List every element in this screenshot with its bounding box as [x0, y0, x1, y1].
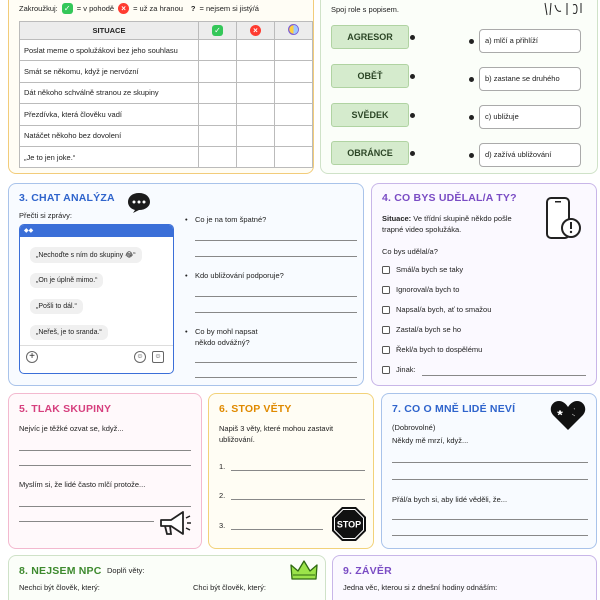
- legend-prefix: Zakroužkuj:: [19, 4, 58, 13]
- section-title: 7. CO O MNĚ LIDÉ NEVÍ: [392, 403, 516, 415]
- panel-zaver: [332, 555, 597, 600]
- cell-ok[interactable]: [199, 82, 237, 103]
- connector-dot[interactable]: [469, 39, 474, 44]
- question-bullet: •: [185, 215, 188, 224]
- chat-divider: [20, 345, 174, 346]
- cell-ok[interactable]: [199, 125, 237, 146]
- question-bullet: •: [185, 271, 188, 280]
- desc-d[interactable]: d) zažívá ubližování: [479, 143, 581, 167]
- row-label: Dát někoho schválně stranou ze skupiny: [20, 82, 199, 103]
- connector-dot[interactable]: [469, 77, 474, 82]
- phone-alert-icon: [544, 196, 584, 246]
- chat-message: „Neřeš, je to sranda.“: [30, 325, 108, 340]
- connector-dot[interactable]: [410, 74, 415, 79]
- cell-ok[interactable]: [199, 61, 237, 82]
- stop-sign-label: STOP: [336, 519, 362, 530]
- option-checkbox[interactable]: [382, 345, 482, 354]
- question-bullet: •: [185, 327, 188, 336]
- situace-table: [19, 21, 313, 168]
- option-label: Napsal/a bych, ať to smažou: [396, 305, 492, 314]
- table-row: [20, 82, 313, 103]
- cell-ok[interactable]: [199, 146, 237, 167]
- option-label: Zastal/a bych se ho: [396, 325, 462, 334]
- crown-icon: [289, 559, 319, 583]
- cell-bad[interactable]: [237, 40, 275, 61]
- chat-instruction: Přečti si zprávy:: [19, 211, 72, 220]
- heart-icon: [550, 398, 586, 432]
- situation: [382, 213, 532, 235]
- question-1: Co je na tom špatné?: [195, 215, 267, 224]
- panel-roles: [320, 0, 598, 174]
- question-2: Kdo ubližování podporuje?: [195, 271, 284, 280]
- answer-line[interactable]: [392, 519, 588, 520]
- red-x-icon: ×: [118, 3, 129, 14]
- role-svedek[interactable]: SVĚDEK: [331, 103, 409, 127]
- section-title: 4. CO BYS UDĚLAL/A TY?: [382, 192, 517, 204]
- answer-line[interactable]: [19, 465, 191, 466]
- window-dots-icon: ◆◆: [24, 228, 34, 234]
- instruction: Doplň věty:: [107, 566, 145, 575]
- cell-unsure[interactable]: [275, 40, 313, 61]
- cell-bad[interactable]: [237, 146, 275, 167]
- cell-unsure[interactable]: [275, 125, 313, 146]
- option-checkbox[interactable]: [382, 365, 416, 374]
- answer-line[interactable]: [231, 529, 323, 530]
- note: (Dobrovolné): [392, 423, 436, 432]
- emoji-icon[interactable]: ☺: [134, 351, 146, 363]
- answer-line[interactable]: [231, 499, 365, 500]
- question-2: Přál/a bych si, aby lidé věděli, že...: [392, 495, 508, 504]
- desc-c[interactable]: c) ubližuje: [479, 105, 581, 129]
- option-checkbox[interactable]: [382, 305, 491, 314]
- chat-message: „Pošli to dál.“: [30, 299, 83, 314]
- answer-line[interactable]: [392, 535, 588, 536]
- question-2: Myslím si, že lidé často mlčí protože...: [19, 480, 146, 489]
- col-ok: [199, 22, 237, 40]
- panel-tlak-skupiny: [8, 393, 202, 549]
- answer-line[interactable]: [195, 312, 357, 313]
- table-row: [20, 125, 313, 146]
- row-label: Smát se někomu, když je nervózní: [20, 61, 199, 82]
- question-3a: Co by mohl napsat: [195, 327, 258, 336]
- checkbox[interactable]: [382, 326, 390, 334]
- question-1: Jedna věc, kterou si z dnešní hodiny odnáším:: [343, 583, 498, 592]
- answer-line[interactable]: [19, 450, 191, 451]
- legend: [19, 3, 259, 14]
- cell-bad[interactable]: [237, 82, 275, 103]
- cell-unsure[interactable]: [275, 104, 313, 125]
- question-1: Nejvíc je těžké ozvat se, když...: [19, 424, 124, 433]
- role-agresor[interactable]: AGRESOR: [331, 25, 409, 49]
- question-1: Nechci být člověk, který:: [19, 583, 100, 592]
- col-bad: [237, 22, 275, 40]
- table-header: [20, 22, 313, 40]
- option-label: Jinak:: [396, 365, 416, 374]
- section-title: 8. NEJSEM NPC: [19, 565, 102, 577]
- section-title: 3. CHAT ANALÝZA: [19, 192, 115, 204]
- option-label: Smál/a bych se taky: [396, 265, 464, 274]
- answer-line[interactable]: [195, 240, 357, 241]
- cell-ok[interactable]: [199, 104, 237, 125]
- row-label: Poslat meme o spolužákovi bez jeho souhlasu: [20, 40, 199, 61]
- sentence-number: 3.: [219, 521, 226, 530]
- add-icon[interactable]: +: [26, 351, 38, 363]
- legend-ok: = v pohodě: [76, 4, 115, 13]
- question-mark: ?: [190, 4, 196, 13]
- role-obet[interactable]: OBĚŤ: [331, 64, 409, 88]
- connector-dot[interactable]: [469, 115, 474, 120]
- cell-ok[interactable]: [199, 40, 237, 61]
- checkbox[interactable]: [382, 366, 390, 374]
- chat-message: „On je úplně mimo.“: [30, 273, 103, 288]
- panel-stop-vety: [208, 393, 374, 549]
- answer-line[interactable]: [195, 362, 357, 363]
- sticker-icon[interactable]: ☺: [152, 351, 164, 363]
- cell-unsure[interactable]: [275, 82, 313, 103]
- situation-label: Situace:: [382, 214, 412, 223]
- answer-line[interactable]: [195, 296, 357, 297]
- role-obrance[interactable]: OBRÁNCE: [331, 141, 409, 165]
- red-x-icon: ×: [250, 25, 261, 36]
- cell-unsure[interactable]: [275, 146, 313, 167]
- cell-unsure[interactable]: [275, 61, 313, 82]
- option-checkbox[interactable]: [382, 325, 461, 334]
- row-label: Přezdívka, která člověku vadí: [20, 104, 199, 125]
- section-title: 6. STOP VĚTY: [219, 403, 292, 415]
- panel-co-bys-udelal: [371, 183, 597, 386]
- chat-bubble-icon: [127, 192, 151, 214]
- checkbox[interactable]: [382, 306, 390, 314]
- instruction: Napiš 3 věty, které mohou zastavit ubližování.: [219, 424, 334, 444]
- chat-message: „Nechoďte s ním do skupiny 😂“: [30, 247, 142, 263]
- desc-b[interactable]: b) zastane se druhého: [479, 67, 581, 91]
- checkbox[interactable]: [382, 346, 390, 354]
- answer-line[interactable]: [195, 256, 357, 257]
- panel-nejsem-npc: [8, 555, 326, 600]
- legend-unsure: = nejsem si jistý/á: [199, 4, 259, 13]
- answer-line[interactable]: [231, 470, 365, 471]
- table-row: [20, 61, 313, 82]
- emoji-unsure-icon: [288, 24, 299, 35]
- sentence-number: 1.: [219, 462, 226, 471]
- green-check-icon: ✓: [62, 3, 73, 14]
- question-1: Někdy mě mrzí, když...: [392, 436, 469, 445]
- option-label: Řekl/a bych to dospělému: [396, 345, 483, 354]
- row-label: „Je to jen joke.“: [20, 146, 199, 167]
- cell-bad[interactable]: [237, 125, 275, 146]
- people-doodle-icon: [541, 1, 585, 17]
- table-row: [20, 40, 313, 61]
- megaphone-icon: [157, 508, 193, 540]
- stop-sign-icon: [331, 506, 367, 542]
- connector-dot[interactable]: [410, 113, 415, 118]
- answer-line[interactable]: [422, 375, 586, 376]
- option-checkbox[interactable]: [382, 285, 459, 294]
- chat-window: [19, 224, 174, 374]
- connector-dot[interactable]: [469, 153, 474, 158]
- answer-line[interactable]: [19, 521, 154, 522]
- answer-line[interactable]: [195, 377, 357, 378]
- roles-instruction: Spoj role s popisem.: [331, 5, 399, 14]
- cell-bad[interactable]: [237, 104, 275, 125]
- table-row: [20, 104, 313, 125]
- option-checkbox[interactable]: [382, 265, 463, 274]
- row-label: Natáčet někoho bez dovolení: [20, 125, 199, 146]
- panel-co-o-mne: [381, 393, 597, 549]
- legend-bad: = už za hranou: [133, 4, 183, 13]
- question-3b: někdo odvážný?: [195, 338, 250, 347]
- question-2: Chci být člověk, který:: [193, 583, 266, 592]
- cell-bad[interactable]: [237, 61, 275, 82]
- option-label: Ignoroval/a bych to: [396, 285, 460, 294]
- panel-chat: [8, 183, 364, 386]
- green-check-icon: ✓: [212, 25, 223, 36]
- chat-header: [20, 225, 173, 237]
- section-title: 9. ZÁVĚR: [343, 565, 392, 577]
- sentence-number: 2.: [219, 491, 226, 500]
- answer-line[interactable]: [392, 479, 588, 480]
- table-row: [20, 146, 313, 167]
- checkbox[interactable]: [382, 286, 390, 294]
- connector-dot[interactable]: [410, 151, 415, 156]
- desc-a[interactable]: a) mlčí a přihlíží: [479, 29, 581, 53]
- question: Co bys udělal/a?: [382, 247, 438, 256]
- col-situace: SITUACE: [20, 22, 199, 40]
- answer-line[interactable]: [392, 462, 588, 463]
- col-unsure: [275, 22, 313, 40]
- checkbox[interactable]: [382, 266, 390, 274]
- connector-dot[interactable]: [410, 35, 415, 40]
- answer-line[interactable]: [19, 506, 191, 507]
- section-title: 5. TLAK SKUPINY: [19, 403, 112, 415]
- situation-text: Ve třídní skupině někdo pošle trapné video spolužáka.: [382, 214, 512, 234]
- panel-situace: [8, 0, 314, 174]
